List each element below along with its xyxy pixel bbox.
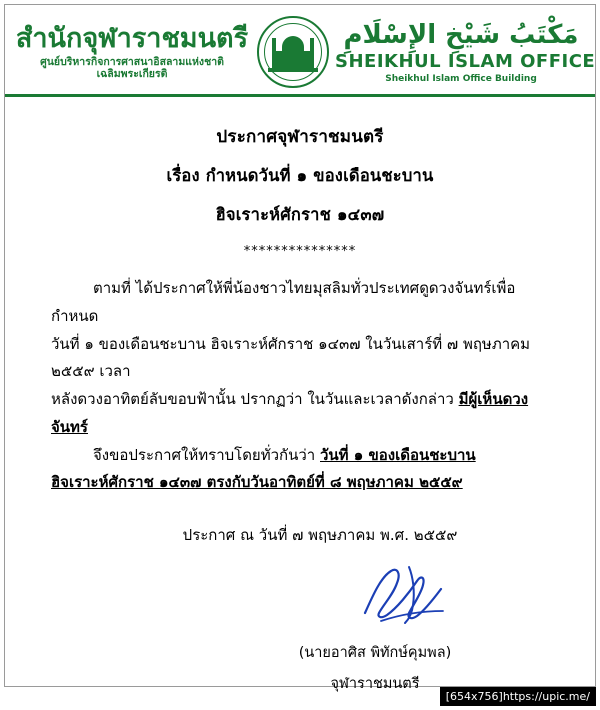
- thai-org-subtitle-2: เฉลิมพระเกียรติ: [96, 67, 168, 80]
- seal-minaret-left-icon: [272, 38, 276, 68]
- thai-org-subtitle-1: ศูนย์บริหารกิจการศาสนาอิสลามแห่งชาติ: [40, 55, 224, 68]
- seal-building-icon: [276, 51, 310, 68]
- arabic-org-title: مَكْتَبُ شَيْخِ الإِسْلَامِ: [343, 19, 579, 50]
- document-frame: [4, 4, 596, 692]
- image-source-label: https://upic.me/: [502, 690, 590, 703]
- signature-area: [51, 551, 549, 647]
- announcement-hijri-year: ฮิจเราะห์ศักราช ๑๔๓๗: [215, 205, 385, 224]
- paragraph-1-line-2: วันที่ ๑ ของเดือนชะบาน ฮิจเราะห์ศักราช ๑๔๓๗ ในวันเสาร์ที่ ๗ พฤษภาคม ๒๕๕๙ เวลา: [51, 334, 531, 381]
- seal-base-icon: [268, 68, 318, 72]
- document-body: [5, 97, 595, 695]
- signer-name: (นายอาศิส พิทักษ์คุมพล): [298, 645, 452, 661]
- seal-minaret-right-icon: [310, 38, 314, 68]
- document-header: [5, 5, 595, 97]
- seal-dome-icon: [282, 36, 304, 52]
- announcement-subject: เรื่อง กำหนดวันที่ ๑ ของเดือนชะบาน: [166, 166, 434, 185]
- paragraph-2-emphasis-2: ฮิจเราะห์ศักราช ๑๔๓๗ ตรงกับวันอาทิตย์ที่ ๘ พฤษภาคม ๒๕๕๙: [51, 473, 463, 492]
- paragraph-1: [51, 275, 549, 442]
- thai-org-title: สำนักจุฬาราชมนตรี: [15, 23, 249, 55]
- watermark-footer: [440, 687, 596, 706]
- paragraph-2-emphasis-1: วันที่ ๑ ของเดือนชะบาน: [320, 445, 476, 464]
- paragraph-1-line-1: ตามที่ ได้ประกาศให้พี่น้องชาวไทยมุสลิมทั่วประเทศดูดวงจันทร์เพื่อกำหนด: [51, 279, 516, 325]
- english-org-subtitle: Sheikhul Islam Office Building: [385, 74, 537, 85]
- paragraph-2: [51, 442, 549, 498]
- signer-role: จุฬาราชมนตรี: [330, 676, 420, 692]
- header-arabic-english-branding: [335, 19, 596, 85]
- image-dimensions-label: [654x756]: [445, 690, 503, 703]
- mosque-seal-icon: [257, 16, 329, 88]
- handwritten-signature-icon: [351, 561, 471, 631]
- paragraph-2-line-1-plain: จึงขอประกาศให้ทราบโดยทั่วกันว่า: [93, 445, 320, 464]
- header-thai-branding: [13, 23, 251, 79]
- paragraph-1-line-3-plain: หลังดวงอาทิตย์ลับขอบฟ้านั้น ปรากฏว่า ในวันและเวลาดังกล่าว: [51, 390, 459, 408]
- decorative-star-divider: ***************: [243, 244, 357, 259]
- paragraph-1-emphasis: มีผู้เห็นดวงจันทร์: [51, 390, 529, 436]
- english-org-title: SHEIKHUL ISLAM OFFICE: [335, 51, 596, 73]
- announcement-title: ประกาศจุฬาราชมนตรี: [216, 127, 384, 147]
- issue-date: ประกาศ ณ วันที่ ๗ พฤษภาคม พ.ศ. ๒๕๕๙: [182, 526, 458, 544]
